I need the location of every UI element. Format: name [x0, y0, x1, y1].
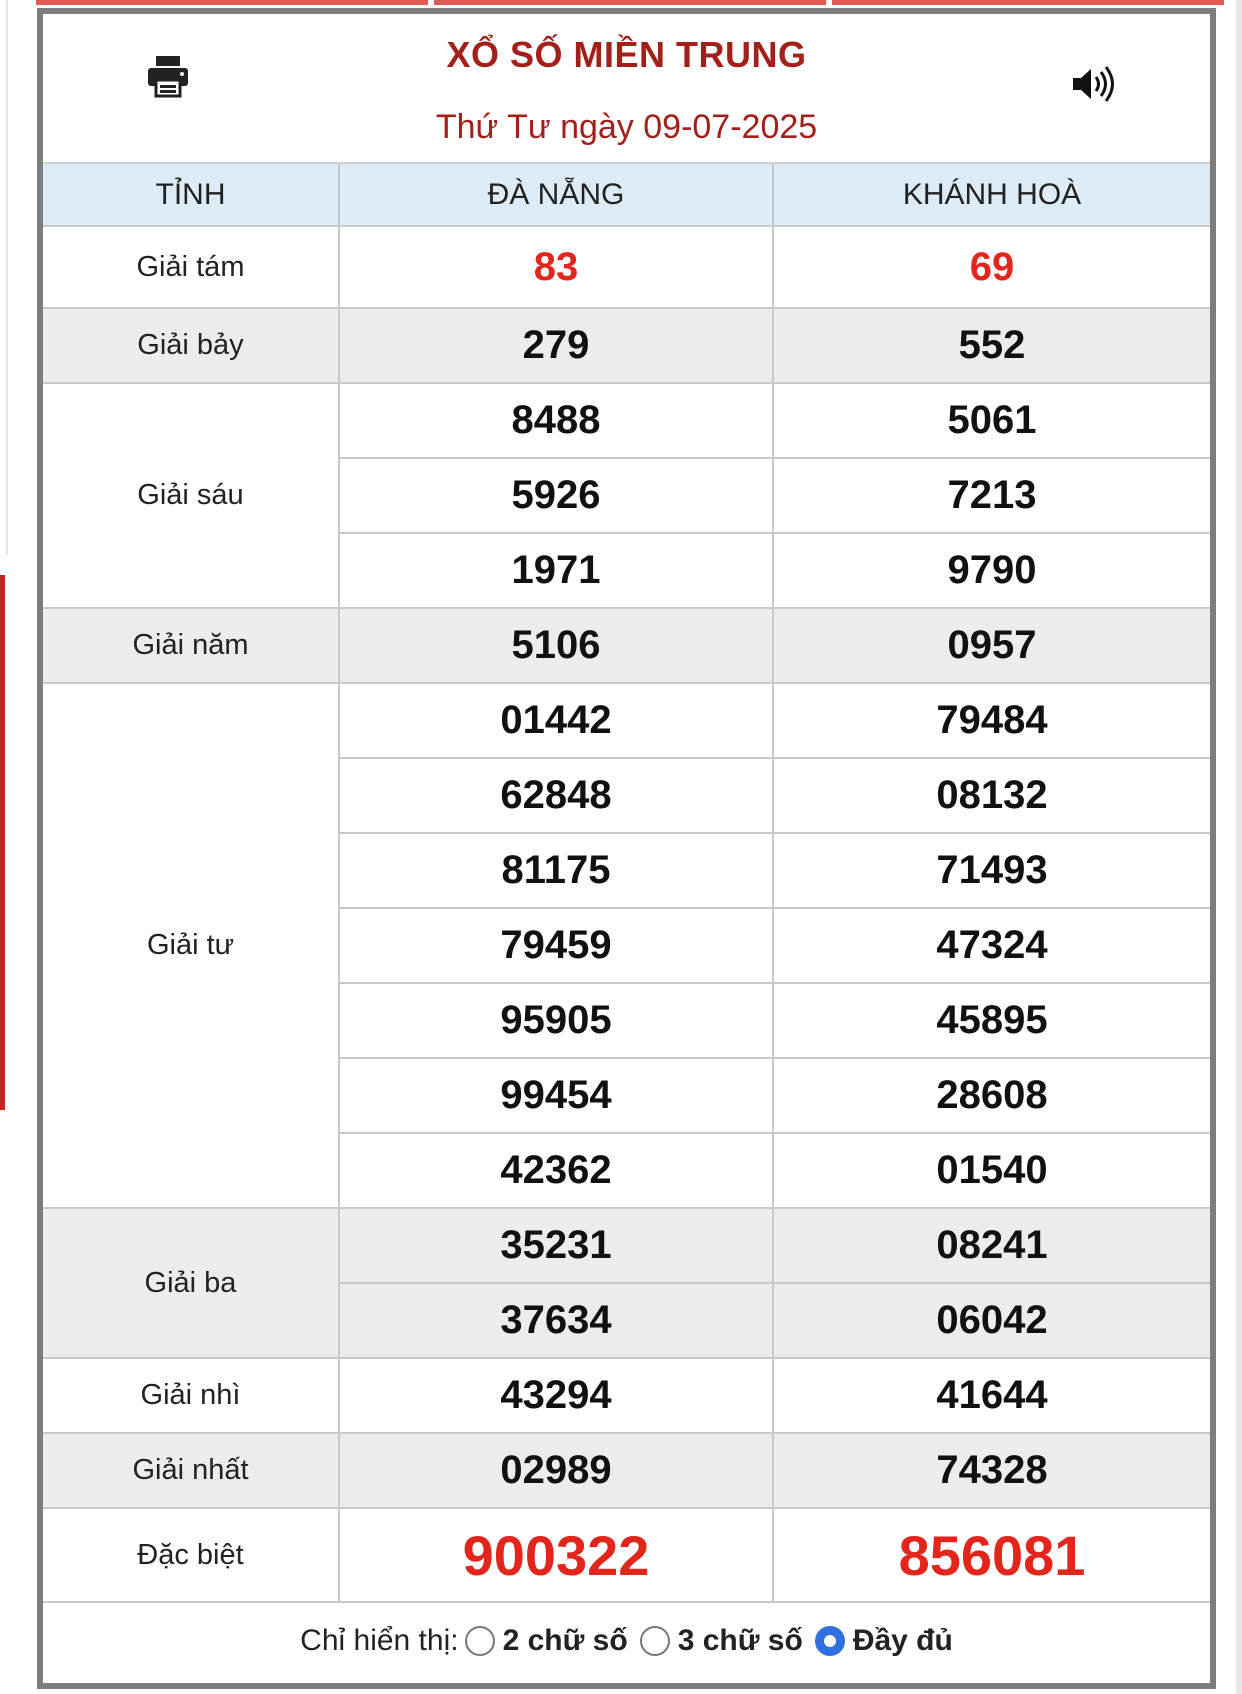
left-edge-bar	[0, 575, 5, 1110]
prize-label: Giải năm	[43, 608, 339, 683]
prize-number: 83	[339, 226, 773, 308]
option-label: 3 chữ số	[677, 1624, 803, 1657]
prize-number: 8488	[339, 383, 773, 458]
left-edge-line	[6, 0, 8, 555]
option-full[interactable]	[813, 1624, 953, 1658]
prize-number: 279	[339, 308, 773, 383]
results-panel	[37, 8, 1216, 1689]
prize-number: 0957	[773, 608, 1210, 683]
prize-label: Giải bảy	[43, 308, 339, 383]
display-options-label: Chỉ hiển thị:	[300, 1624, 459, 1657]
prize-number: 69	[773, 226, 1210, 308]
prize-number: 37634	[339, 1283, 773, 1358]
draw-date: Thứ Tư ngày 09-07-2025	[435, 108, 818, 146]
prize-number: 95905	[339, 983, 773, 1058]
special-prize-number: 856081	[773, 1508, 1210, 1602]
table-row	[43, 1433, 1210, 1508]
prize-number: 79484	[773, 683, 1210, 758]
prize-number: 79459	[339, 908, 773, 983]
option-label: 2 chữ số	[502, 1624, 628, 1657]
prize-label: Giải ba	[43, 1208, 339, 1358]
results-header	[43, 14, 1210, 164]
radio-2-digits[interactable]	[465, 1626, 495, 1656]
table-row	[43, 608, 1210, 683]
prize-label: Giải nhì	[43, 1358, 339, 1433]
prize-label: Giải sáu	[43, 383, 339, 608]
prize-number: 43294	[339, 1358, 773, 1433]
prize-number: 42362	[339, 1133, 773, 1208]
table-row	[43, 1508, 1210, 1602]
option-3-digits[interactable]	[638, 1624, 803, 1658]
prize-number: 81175	[339, 833, 773, 908]
table-row	[43, 683, 1210, 758]
radio-full[interactable]	[815, 1626, 845, 1656]
page-title: XỔ SỐ MIỀN TRUNG	[446, 34, 807, 75]
speaker-icon[interactable]	[1071, 64, 1115, 104]
prize-label: Giải tám	[43, 226, 339, 308]
table-row	[43, 383, 1210, 458]
column-header-da-nang: ĐÀ NẴNG	[339, 164, 773, 226]
prize-number: 08241	[773, 1208, 1210, 1283]
column-header-khanh-hoa: KHÁNH HOÀ	[773, 164, 1210, 226]
prize-number: 5061	[773, 383, 1210, 458]
prize-number: 71493	[773, 833, 1210, 908]
table-row	[43, 226, 1210, 308]
display-options	[43, 1603, 1210, 1679]
table-header-row	[43, 164, 1210, 226]
prize-label: Giải tư	[43, 683, 339, 1208]
option-label: Đầy đủ	[852, 1624, 953, 1657]
results-table	[43, 164, 1210, 1603]
prize-number: 9790	[773, 533, 1210, 608]
prize-label: Giải nhất	[43, 1433, 339, 1508]
prize-number: 01442	[339, 683, 773, 758]
radio-3-digits[interactable]	[640, 1626, 670, 1656]
prize-number: 1971	[339, 533, 773, 608]
prize-number: 01540	[773, 1133, 1210, 1208]
prize-number: 02989	[339, 1433, 773, 1508]
prize-number: 62848	[339, 758, 773, 833]
prize-number: 552	[773, 308, 1210, 383]
prize-number: 99454	[339, 1058, 773, 1133]
prize-number: 08132	[773, 758, 1210, 833]
table-row	[43, 1358, 1210, 1433]
top-tab-strip	[36, 0, 1224, 5]
prize-number: 35231	[339, 1208, 773, 1283]
table-row	[43, 1208, 1210, 1283]
prize-number: 41644	[773, 1358, 1210, 1433]
prize-number: 7213	[773, 458, 1210, 533]
table-row	[43, 308, 1210, 383]
right-scrollbar[interactable]	[1236, 0, 1242, 1694]
prize-number: 47324	[773, 908, 1210, 983]
prize-number: 5106	[339, 608, 773, 683]
special-prize-number: 900322	[339, 1508, 773, 1602]
option-2-digits[interactable]	[463, 1624, 628, 1658]
prize-label: Đặc biệt	[43, 1508, 339, 1602]
prize-number: 45895	[773, 983, 1210, 1058]
prize-number: 5926	[339, 458, 773, 533]
prize-number: 28608	[773, 1058, 1210, 1133]
column-header-province: TỈNH	[43, 164, 339, 226]
prize-number: 74328	[773, 1433, 1210, 1508]
prize-number: 06042	[773, 1283, 1210, 1358]
